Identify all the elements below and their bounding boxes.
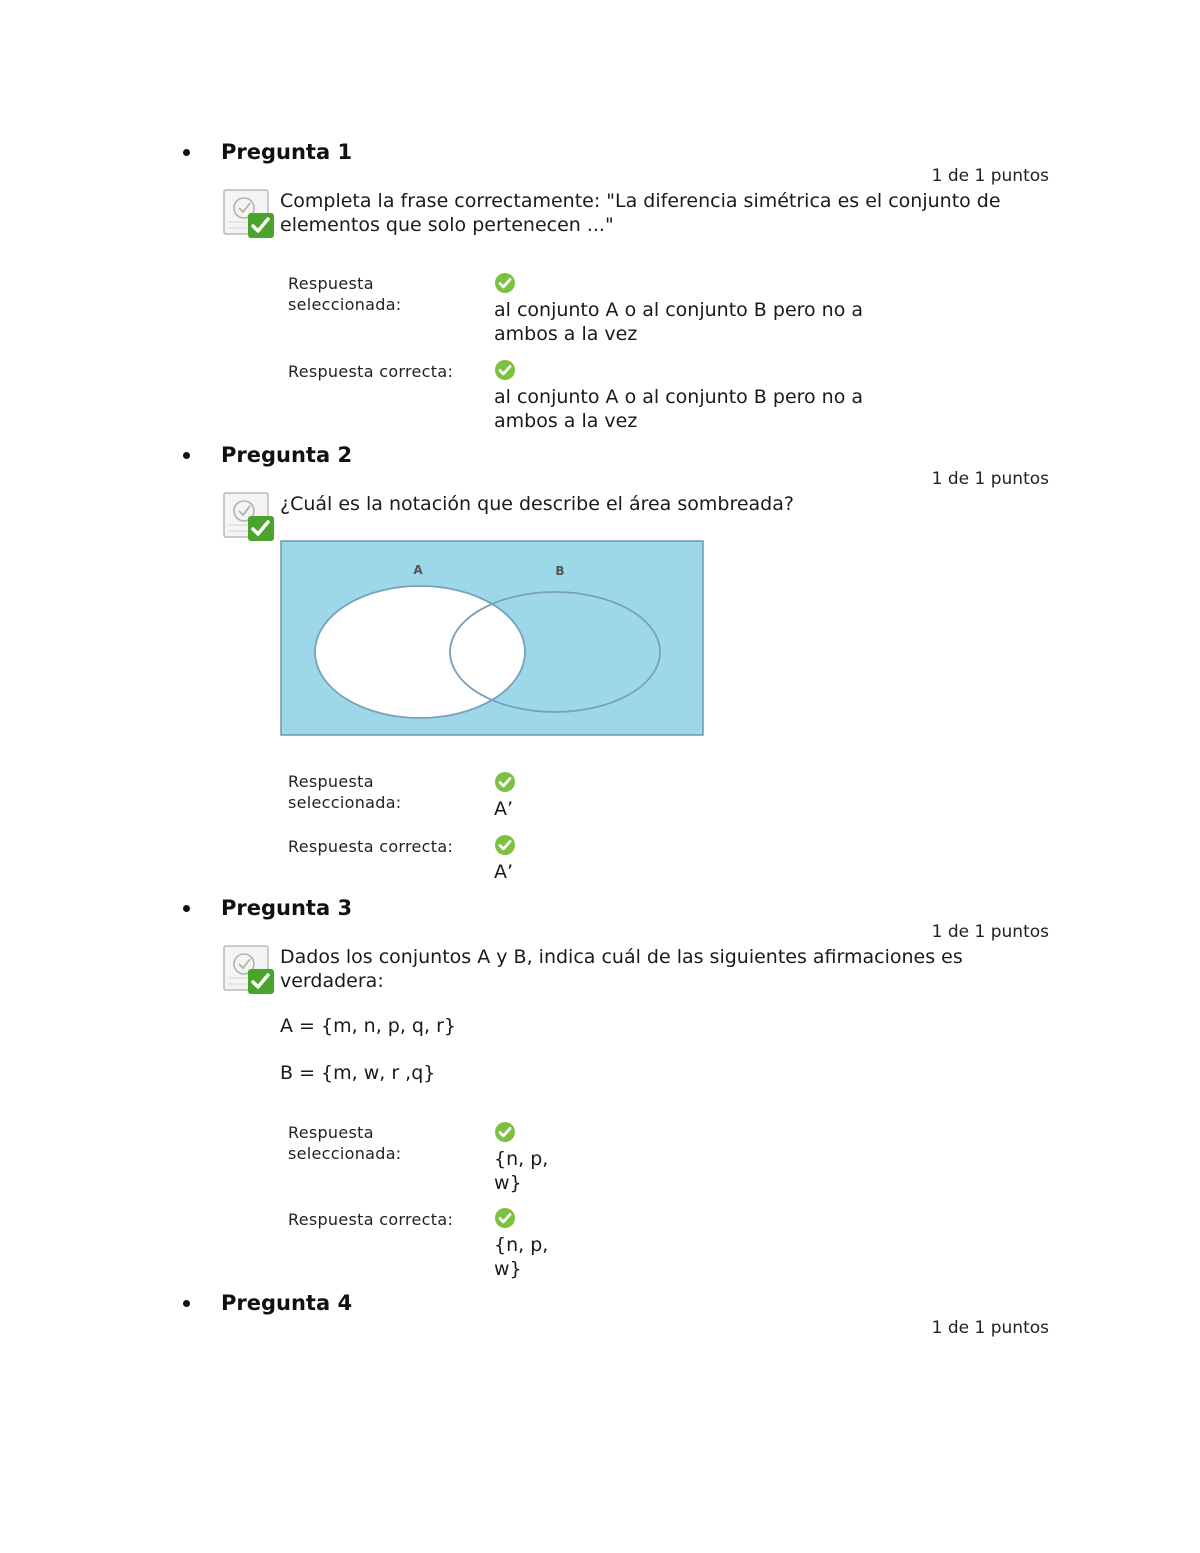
correct-answer-label: Respuesta correcta: xyxy=(288,837,454,856)
question-text: Dados los conjuntos A y B, indica cuál de las siguientes afirmaciones es verdadera: xyxy=(280,946,963,992)
check-circle-icon xyxy=(494,272,516,294)
question-title: Pregunta 3 xyxy=(221,896,353,920)
question-title: Pregunta 2 xyxy=(221,443,353,467)
graded-correct-icon xyxy=(222,944,276,996)
venn-label-a: A xyxy=(413,563,423,577)
graded-correct-icon xyxy=(222,491,276,543)
selected-answer-label: Respuesta seleccionada: xyxy=(288,1123,402,1163)
set-a-definition: A = {m, n, p, q, r} xyxy=(280,1015,456,1037)
question-title: Pregunta 4 xyxy=(221,1291,353,1315)
correct-answer-label: Respuesta correcta: xyxy=(288,362,454,381)
correct-answer-label: Respuesta correcta: xyxy=(288,1210,454,1229)
check-circle-icon xyxy=(494,771,516,793)
correct-answer: A’ xyxy=(494,861,514,883)
correct-answer: al conjunto A o al conjunto B pero no a ambos a la vez xyxy=(494,386,864,432)
check-circle-icon xyxy=(494,834,516,856)
question-points: 1 de 1 puntos xyxy=(931,469,1049,489)
bullet xyxy=(183,452,190,459)
question-title: Pregunta 1 xyxy=(221,140,353,164)
selected-answer: {n, p, w} xyxy=(494,1148,549,1194)
check-circle-icon xyxy=(494,1121,516,1143)
venn-label-b: B xyxy=(555,564,565,578)
question-points: 1 de 1 puntos xyxy=(931,166,1049,186)
venn-diagram xyxy=(280,540,704,736)
question-text: ¿Cuál es la notación que describe el área sombreada? xyxy=(280,493,794,515)
selected-answer-label: Respuesta seleccionada: xyxy=(288,274,402,314)
bullet xyxy=(183,905,190,912)
check-circle-icon xyxy=(494,1207,516,1229)
correct-answer: {n, p, w} xyxy=(494,1234,549,1280)
check-circle-icon xyxy=(494,359,516,381)
bullet xyxy=(183,1300,190,1307)
selected-answer: A’ xyxy=(494,798,514,820)
question-points: 1 de 1 puntos xyxy=(931,1318,1049,1338)
question-points: 1 de 1 puntos xyxy=(931,922,1049,942)
question-text: Completa la frase correctamente: "La diferencia simétrica es el conjunto de elementos que solo pertenecen ..." xyxy=(280,190,1001,236)
bullet xyxy=(183,149,190,156)
selected-answer: al conjunto A o al conjunto B pero no a ambos a la vez xyxy=(494,299,864,345)
selected-answer-label: Respuesta seleccionada: xyxy=(288,772,402,812)
set-b-definition: B = {m, w, r ,q} xyxy=(280,1062,436,1084)
graded-correct-icon xyxy=(222,188,276,240)
